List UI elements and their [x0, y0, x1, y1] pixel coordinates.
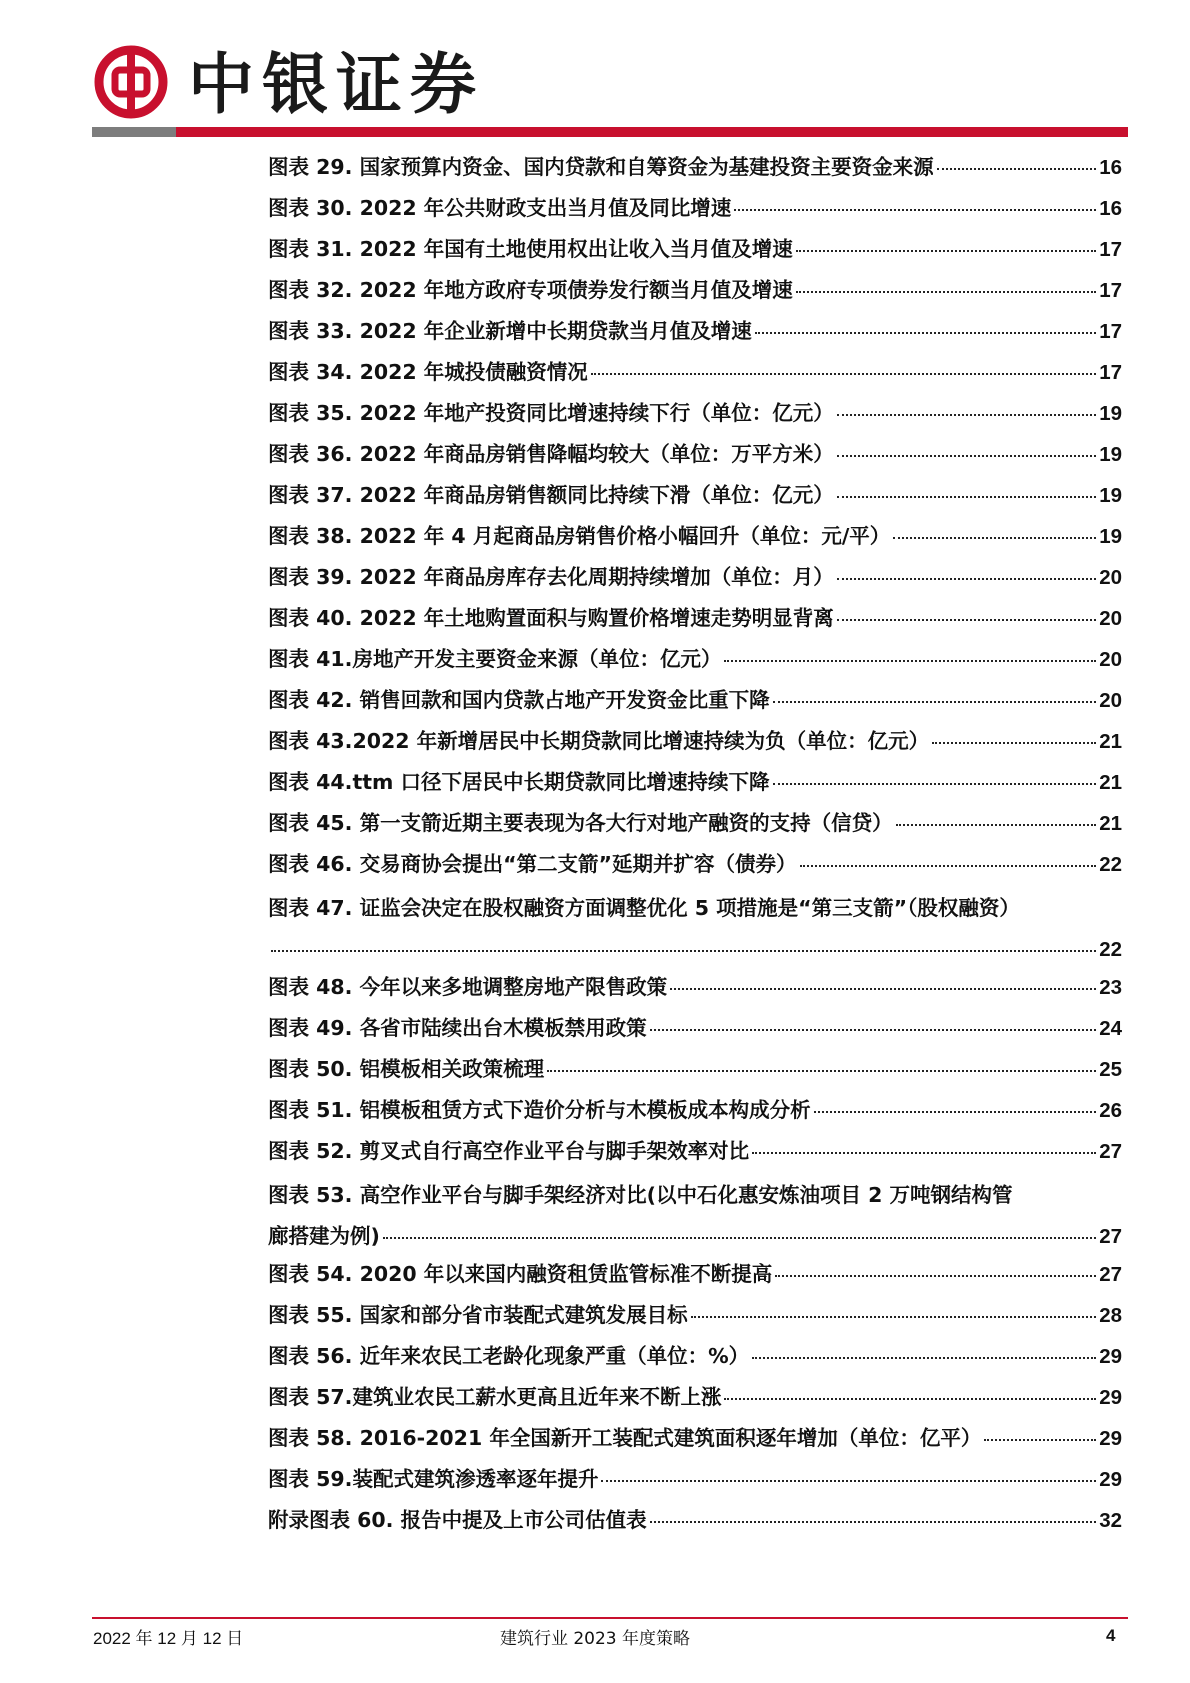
toc-entry-title: 图表 57.建筑业农民工薪水更高且近年来不断上涨 — [268, 1385, 722, 1409]
toc-entry[interactable] — [268, 1093, 1122, 1134]
toc-entry[interactable] — [268, 1257, 1122, 1298]
toc-entry[interactable] — [268, 1339, 1122, 1380]
toc-entry[interactable] — [268, 191, 1122, 232]
toc-entry-title: 图表 50. 铝模板相关政策梳理 — [268, 1057, 545, 1081]
toc-entry[interactable] — [268, 396, 1122, 437]
toc-entry-title: 图表 53. 高空作业平台与脚手架经济对比(以中石化惠安炼油项目 2 万吨钢结构管 — [268, 1183, 1013, 1207]
toc-entry-page: 27 — [1099, 1263, 1122, 1286]
toc-dot-leader — [724, 660, 1096, 662]
toc-dot-leader — [937, 168, 1097, 170]
toc-dot-leader — [650, 1029, 1097, 1031]
toc-entry[interactable] — [268, 1052, 1122, 1093]
toc-dot-leader — [724, 1398, 1096, 1400]
toc-entry-page: 20 — [1099, 648, 1122, 671]
toc-dot-leader — [734, 209, 1096, 211]
toc-entry-title: 图表 43.2022 年新增居民中长期贷款同比增速持续为负（单位：亿元） — [268, 729, 930, 753]
toc-dot-leader — [893, 537, 1096, 539]
toc-entry[interactable] — [268, 314, 1122, 355]
toc-dot-leader — [775, 1275, 1096, 1277]
toc-entry-title: 图表 54. 2020 年以来国内融资租赁监管标准不断提高 — [268, 1262, 773, 1286]
toc-entry[interactable] — [268, 724, 1122, 765]
toc-entry[interactable] — [268, 970, 1122, 1011]
toc-dot-leader — [650, 1521, 1097, 1523]
toc-dot-leader — [773, 701, 1097, 703]
toc-entry-page: 24 — [1099, 1017, 1122, 1040]
footer-report-title: 建筑行业 2023 年度策略 — [499, 1629, 691, 1649]
toc-dot-leader — [691, 1316, 1097, 1318]
toc-entry-page: 22 — [1099, 938, 1122, 961]
toc-entry-page: 21 — [1099, 812, 1122, 835]
bank-of-china-logo-icon — [93, 44, 169, 120]
toc-entry-page: 17 — [1099, 238, 1122, 261]
toc-entry[interactable] — [268, 642, 1122, 683]
table-of-figures — [268, 150, 1122, 1544]
toc-entry-title: 图表 34. 2022 年城投债融资情况 — [268, 360, 588, 384]
toc-entry-title: 图表 56. 近年来农民工老龄化现象严重（单位：%） — [268, 1344, 750, 1368]
toc-entry-page: 19 — [1099, 525, 1122, 548]
toc-entry-title: 图表 40. 2022 年土地购置面积与购置价格增速走势明显背离 — [268, 606, 834, 630]
toc-entry[interactable] — [268, 601, 1122, 642]
toc-dot-leader — [837, 578, 1096, 580]
toc-entry-page: 16 — [1099, 156, 1122, 179]
toc-entry[interactable] — [268, 519, 1122, 560]
footer-page-number: 4 — [1106, 1626, 1116, 1645]
toc-entry[interactable] — [268, 355, 1122, 396]
toc-entry-page: 25 — [1099, 1058, 1122, 1081]
toc-entry-page: 27 — [1099, 1225, 1122, 1248]
footer-date: 2022 年 12 月 12 日 — [93, 1629, 244, 1648]
toc-entry-title: 图表 44.ttm 口径下居民中长期贷款同比增速持续下降 — [268, 770, 770, 794]
toc-entry[interactable] — [268, 232, 1122, 273]
toc-dot-leader — [601, 1480, 1096, 1482]
toc-dot-leader — [984, 1439, 1096, 1441]
toc-entry-title-continued: 廊搭建为例) — [268, 1224, 380, 1248]
toc-entry-page: 21 — [1099, 771, 1122, 794]
toc-entry-title: 图表 42. 销售回款和国内贷款占地产开发资金比重下降 — [268, 688, 770, 712]
footer-divider — [92, 1617, 1128, 1619]
toc-entry-title: 图表 33. 2022 年企业新增中长期贷款当月值及增速 — [268, 319, 752, 343]
toc-entry-title: 图表 55. 国家和部分省市装配式建筑发展目标 — [268, 1303, 688, 1327]
page-header — [0, 0, 1190, 140]
toc-dot-leader — [591, 373, 1096, 375]
toc-dot-leader — [752, 1357, 1096, 1359]
header-divider-gray — [92, 127, 176, 137]
toc-entry-title: 图表 37. 2022 年商品房销售额同比持续下滑（单位：亿元） — [268, 483, 834, 507]
toc-dot-leader — [670, 988, 1096, 990]
toc-entry-title: 附录图表 60. 报告中提及上市公司估值表 — [268, 1508, 647, 1532]
toc-entry[interactable] — [268, 683, 1122, 724]
toc-entry-title: 图表 49. 各省市陆续出台木模板禁用政策 — [268, 1016, 647, 1040]
toc-entry-title: 图表 35. 2022 年地产投资同比增速持续下行（单位：亿元） — [268, 401, 834, 425]
toc-entry[interactable] — [268, 806, 1122, 847]
toc-dot-leader — [271, 950, 1096, 952]
toc-dot-leader — [932, 742, 1096, 744]
toc-dot-leader — [547, 1070, 1096, 1072]
toc-entry-title: 图表 48. 今年以来多地调整房地产限售政策 — [268, 975, 668, 999]
toc-dot-leader — [837, 496, 1096, 498]
toc-entry-title: 图表 59.装配式建筑渗透率逐年提升 — [268, 1467, 599, 1491]
toc-entry-page: 17 — [1099, 279, 1122, 302]
toc-dot-leader — [814, 1111, 1097, 1113]
toc-entry-title: 图表 36. 2022 年商品房销售降幅均较大（单位：万平方米） — [268, 442, 834, 466]
toc-entry[interactable] — [268, 273, 1122, 314]
toc-entry-title: 图表 31. 2022 年国有土地使用权出让收入当月值及增速 — [268, 237, 793, 261]
toc-entry-page: 22 — [1099, 853, 1122, 876]
toc-entry[interactable] — [268, 1298, 1122, 1339]
toc-entry-page: 23 — [1099, 976, 1122, 999]
toc-entry-title: 图表 38. 2022 年 4 月起商品房销售价格小幅回升（单位：元/平） — [268, 524, 891, 548]
toc-entry-title: 图表 32. 2022 年地方政府专项债券发行额当月值及增速 — [268, 278, 793, 302]
toc-entry[interactable] — [268, 765, 1122, 806]
toc-entry-page: 27 — [1099, 1140, 1122, 1163]
toc-entry-page: 17 — [1099, 320, 1122, 343]
toc-entry-title: 图表 52. 剪叉式自行高空作业平台与脚手架效率对比 — [268, 1139, 750, 1163]
toc-entry[interactable] — [268, 1462, 1122, 1503]
toc-entry-page: 26 — [1099, 1099, 1122, 1122]
toc-entry-page: 20 — [1099, 607, 1122, 630]
toc-entry-page: 19 — [1099, 443, 1122, 466]
toc-entry[interactable] — [268, 437, 1122, 478]
toc-dot-leader — [837, 414, 1096, 416]
brand-name: 中银证券 — [188, 45, 484, 123]
toc-dot-leader — [773, 783, 1097, 785]
toc-dot-leader — [755, 332, 1096, 334]
toc-entry[interactable] — [268, 1503, 1122, 1544]
toc-entry[interactable] — [268, 1421, 1122, 1462]
toc-entry-title: 图表 45. 第一支箭近期主要表现为各大行对地产融资的支持（信贷） — [268, 811, 893, 835]
toc-entry-page: 17 — [1099, 361, 1122, 384]
toc-entry-page: 29 — [1099, 1427, 1122, 1450]
toc-entry-page: 21 — [1099, 730, 1122, 753]
toc-entry-page: 19 — [1099, 484, 1122, 507]
toc-entry-title: 图表 39. 2022 年商品房库存去化周期持续增加（单位：月） — [268, 565, 834, 589]
toc-dot-leader — [837, 619, 1096, 621]
toc-dot-leader — [837, 455, 1096, 457]
toc-dot-leader — [752, 1152, 1096, 1154]
toc-entry-page: 29 — [1099, 1468, 1122, 1491]
toc-entry-page: 32 — [1099, 1509, 1122, 1532]
toc-entry[interactable] — [268, 1380, 1122, 1421]
toc-entry-page: 29 — [1099, 1345, 1122, 1368]
toc-entry[interactable] — [268, 560, 1122, 601]
toc-entry[interactable] — [268, 1134, 1122, 1175]
toc-entry-title: 图表 47. 证监会决定在股权融资方面调整优化 5 项措施是“第三支箭”（股权融资） — [268, 896, 1020, 920]
toc-entry-title: 图表 46. 交易商协会提出“第二支箭”延期并扩容（债券） — [268, 852, 797, 876]
toc-dot-leader — [896, 824, 1097, 826]
toc-dot-leader — [800, 865, 1097, 867]
toc-entry-page: 29 — [1099, 1386, 1122, 1409]
toc-entry-title: 图表 41.房地产开发主要资金来源（单位：亿元） — [268, 647, 722, 671]
toc-entry[interactable] — [268, 888, 1122, 970]
header-divider-red — [176, 127, 1128, 137]
toc-entry[interactable] — [268, 1011, 1122, 1052]
toc-entry[interactable] — [268, 847, 1122, 888]
toc-entry[interactable] — [268, 1175, 1122, 1257]
toc-entry-page: 20 — [1099, 566, 1122, 589]
toc-entry[interactable] — [268, 150, 1122, 191]
toc-entry-page: 20 — [1099, 689, 1122, 712]
toc-entry-title: 图表 30. 2022 年公共财政支出当月值及同比增速 — [268, 196, 732, 220]
toc-entry-title: 图表 51. 铝模板租赁方式下造价分析与木模板成本构成分析 — [268, 1098, 811, 1122]
toc-entry-page: 28 — [1099, 1304, 1122, 1327]
toc-dot-leader — [796, 250, 1096, 252]
toc-entry[interactable] — [268, 478, 1122, 519]
toc-entry-title: 图表 58. 2016-2021 年全国新开工装配式建筑面积逐年增加（单位：亿平） — [268, 1426, 982, 1450]
toc-dot-leader — [383, 1237, 1096, 1239]
toc-entry-page: 16 — [1099, 197, 1122, 220]
toc-dot-leader — [796, 291, 1096, 293]
toc-entry-page: 19 — [1099, 402, 1122, 425]
toc-entry-title: 图表 29. 国家预算内资金、国内贷款和自筹资金为基建投资主要资金来源 — [268, 155, 934, 179]
